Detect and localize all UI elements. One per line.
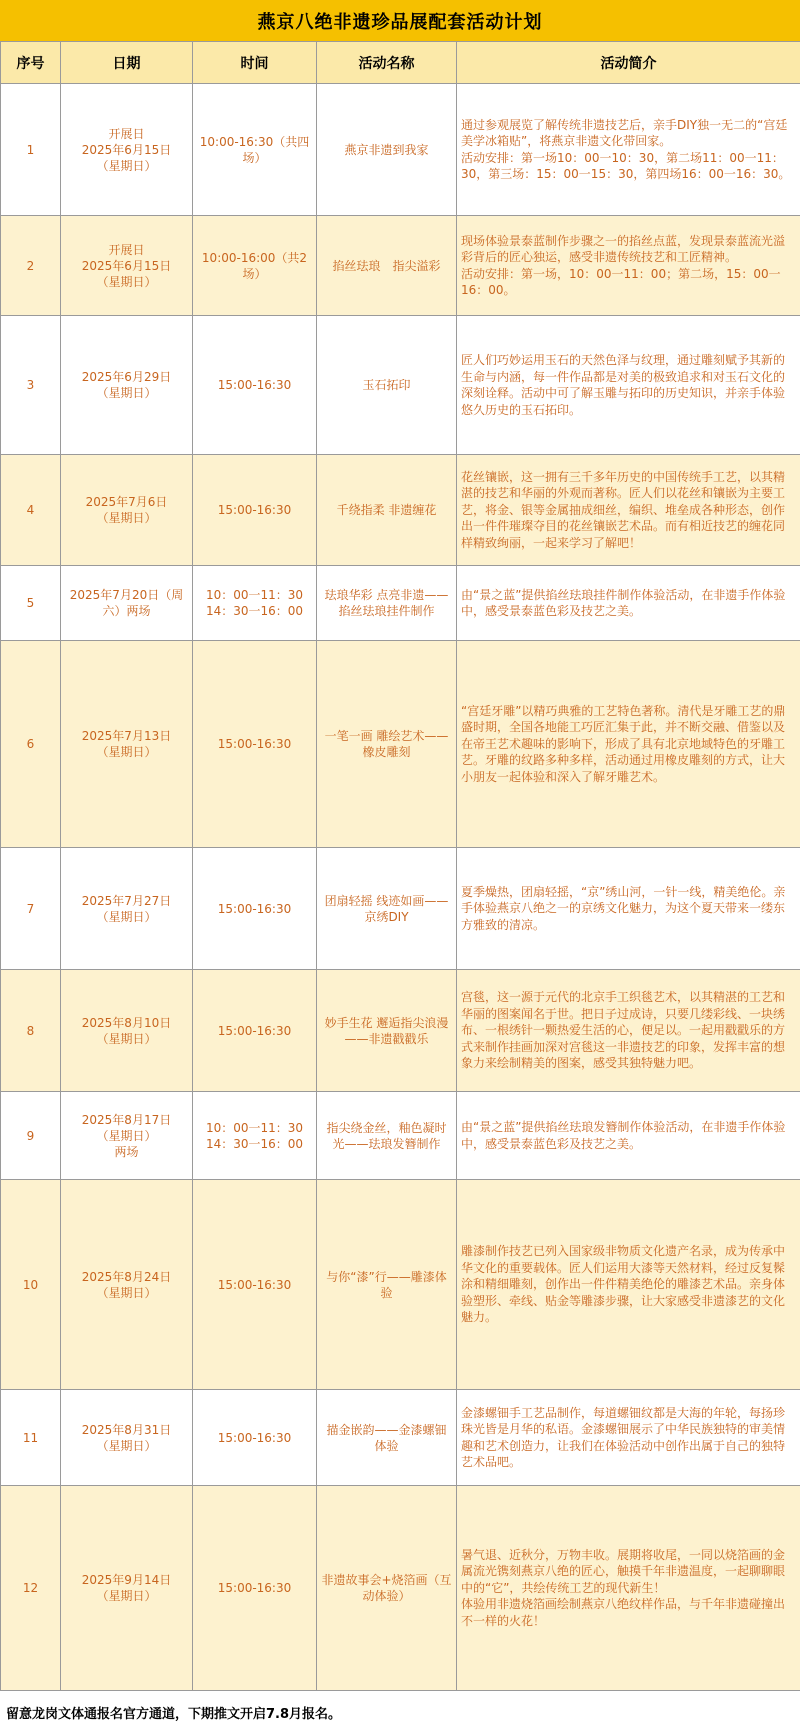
table-row xyxy=(1,1486,800,1691)
cell-no: 8 xyxy=(1,970,61,1092)
cell-date: 开展日 2025年6月15日 （星期日） xyxy=(61,84,193,216)
cell-time: 10:00-16:00（共2场） xyxy=(193,216,317,316)
cell-date: 2025年7月6日 （星期日） xyxy=(61,455,193,566)
cell-desc: 花丝镶嵌，这一拥有三千多年历史的中国传统手工艺，以其精湛的技艺和华丽的外观而著称。匠人们以花丝和镶嵌为主要工艺，将金、银等金属抽成细丝，编织、堆垒成各种形态，创作出一件件璀璨夺目的花丝镶嵌艺术品。而有相近技艺的缠花同样精致绚丽，一起来学习了解吧！ xyxy=(457,455,800,566)
header-no: 序号 xyxy=(1,42,61,84)
cell-desc: 由“景之蓝”提供掐丝珐琅发簪制作体验活动，在非遗手作体验中，感受景泰蓝色彩及技艺之美。 xyxy=(457,1092,800,1180)
header-date: 日期 xyxy=(61,42,193,84)
header-name: 活动名称 xyxy=(317,42,457,84)
cell-desc: 由“景之蓝”提供掐丝珐琅挂件制作体验活动，在非遗手作体验中，感受景泰蓝色彩及技艺之美。 xyxy=(457,566,800,641)
cell-time: 15:00-16:30 xyxy=(193,970,317,1092)
cell-no: 5 xyxy=(1,566,61,641)
table-row xyxy=(1,1092,800,1180)
table-row xyxy=(1,848,800,970)
cell-time: 15:00-16:30 xyxy=(193,1390,317,1486)
cell-no: 9 xyxy=(1,1092,61,1180)
cell-time: 15:00-16:30 xyxy=(193,455,317,566)
cell-time: 15:00-16:30 xyxy=(193,1180,317,1390)
cell-desc: 通过参观展览了解传统非遗技艺后，亲手DIY独一无二的“宫廷美学冰箱贴”，将燕京非遗文化带回家。 活动安排：第一场10：00一10：30，第二场11：00一11：30，第三场：15：00一15：30，第四场16：00一16：30。 xyxy=(457,84,800,216)
header-desc: 活动简介 xyxy=(457,42,800,84)
cell-name: 妙手生花 邂逅指尖浪漫——非遗戳戳乐 xyxy=(317,970,457,1092)
cell-no: 4 xyxy=(1,455,61,566)
cell-time: 15:00-16:30 xyxy=(193,1486,317,1691)
cell-date: 2025年8月17日 （星期日） 两场 xyxy=(61,1092,193,1180)
cell-date: 2025年8月24日 （星期日） xyxy=(61,1180,193,1390)
cell-name: 珐琅华彩 点亮非遗——掐丝珐琅挂件制作 xyxy=(317,566,457,641)
cell-time: 15:00-16:30 xyxy=(193,848,317,970)
cell-desc: 夏季燥热，团扇轻摇，“京”绣山河，一针一线，精美绝伦。亲手体验燕京八绝之一的京绣文化魅力，为这个夏天带来一缕东方雅致的清凉。 xyxy=(457,848,800,970)
activity-table xyxy=(0,41,800,1691)
cell-date: 2025年7月13日 （星期日） xyxy=(61,641,193,848)
table-row xyxy=(1,970,800,1092)
table-row xyxy=(1,566,800,641)
cell-no: 10 xyxy=(1,1180,61,1390)
table-row xyxy=(1,455,800,566)
cell-desc: 宫毯，这一源于元代的北京手工织毯艺术，以其精湛的工艺和华丽的图案闻名于世。把日子过成诗，只要几缕彩线、一块绣布、一根绣针一颗热爱生活的心，便足以。一起用戳戳乐的方式来制作挂画加深对宫毯这一非遗技艺的印象，发挥丰富的想象力来绘制精美的图案，感受其独特魅力吧。 xyxy=(457,970,800,1092)
cell-date: 2025年7月20日（周六）两场 xyxy=(61,566,193,641)
table-header-row xyxy=(1,42,800,84)
cell-date: 2025年7月27日 （星期日） xyxy=(61,848,193,970)
cell-no: 12 xyxy=(1,1486,61,1691)
cell-name: 与你“漆”行——雕漆体验 xyxy=(317,1180,457,1390)
header-time: 时间 xyxy=(193,42,317,84)
cell-name: 玉石拓印 xyxy=(317,316,457,455)
cell-time: 15:00-16:30 xyxy=(193,641,317,848)
cell-name: 描金嵌韵——金漆螺钿体验 xyxy=(317,1390,457,1486)
cell-no: 11 xyxy=(1,1390,61,1486)
cell-desc: 现场体验景泰蓝制作步骤之一的掐丝点蓝，发现景泰蓝流光溢彩背后的匠心独运，感受非遗传统技艺和工匠精神。 活动安排：第一场，10：00一11：00；第二场，15：00一16：00。 xyxy=(457,216,800,316)
cell-name: 燕京非遗到我家 xyxy=(317,84,457,216)
cell-time: 10:00-16:30（共四场） xyxy=(193,84,317,216)
cell-name: 团扇轻摇 线迹如画——京绣DIY xyxy=(317,848,457,970)
table-row xyxy=(1,1180,800,1390)
cell-no: 3 xyxy=(1,316,61,455)
cell-desc: 匠人们巧妙运用玉石的天然色泽与纹理，通过雕刻赋予其新的生命与内涵，每一件作品都是对美的极致追求和对玉石文化的深刻诠释。活动中可了解玉雕与拓印的历史知识，并亲手体验悠久历史的玉石拓印。 xyxy=(457,316,800,455)
cell-time: 15:00-16:30 xyxy=(193,316,317,455)
cell-time: 10：00一11：30 14：30一16：00 xyxy=(193,1092,317,1180)
cell-desc: “宫廷牙雕”以精巧典雅的工艺特色著称。清代是牙雕工艺的鼎盛时期，全国各地能工巧匠汇集于此，并不断交融、借鉴以及在帝王艺术趣味的影响下，形成了具有北京地域特色的牙雕工艺。牙雕的纹路多种多样，活动通过用橡皮雕刻的方式，让大小朋友一起体验和深入了解牙雕艺术。 xyxy=(457,641,800,848)
cell-time: 10：00一11：30 14：30一16：00 xyxy=(193,566,317,641)
cell-date: 2025年8月31日 （星期日） xyxy=(61,1390,193,1486)
cell-desc: 暑气退、近秋分，万物丰收。展期将收尾，一同以烧箔画的金属流光镌刻燕京八绝的匠心，触摸千年非遗温度，一起聊聊眼中的“它”，共绘传统工艺的现代新生！ 体验用非遗烧箔画绘制燕京八绝纹样作品，与千年非遗碰撞出不一样的火花！ xyxy=(457,1486,800,1691)
cell-desc: 金漆螺钿手工艺品制作，每道螺钿纹都是大海的年轮，每扬珍珠光皆是月华的私语。金漆螺钿展示了中华民族独特的审美情趣和艺术创造力，让我们在体验活动中创作出属于自己的独特艺术品吧。 xyxy=(457,1390,800,1486)
cell-name: 指尖绕金丝，釉色凝时光——珐琅发簪制作 xyxy=(317,1092,457,1180)
footer-note: 留意龙岗文体通报名官方通道，下期推文开启7.8月报名。 xyxy=(0,1690,800,1733)
cell-date: 2025年8月10日 （星期日） xyxy=(61,970,193,1092)
cell-date: 2025年9月14日 （星期日） xyxy=(61,1486,193,1691)
cell-date: 2025年6月29日 （星期日） xyxy=(61,316,193,455)
cell-name: 千绕指柔 非遗缠花 xyxy=(317,455,457,566)
table-row xyxy=(1,641,800,848)
cell-date: 开展日 2025年6月15日 （星期日） xyxy=(61,216,193,316)
table-row xyxy=(1,216,800,316)
cell-name: 非遗故事会+烧箔画（互动体验） xyxy=(317,1486,457,1691)
cell-no: 1 xyxy=(1,84,61,216)
cell-name: 掐丝珐琅 指尖溢彩 xyxy=(317,216,457,316)
cell-desc: 雕漆制作技艺已列入国家级非物质文化遗产名录，成为传承中华文化的重要载体。匠人们运用大漆等天然材料，经过反复髹涂和精细雕刻，创作出一件件精美绝伦的雕漆艺术品。亲身体验塑形、牵线、贴金等雕漆步骤，让大家感受非遗漆艺的文化魅力。 xyxy=(457,1180,800,1390)
cell-no: 2 xyxy=(1,216,61,316)
table-row xyxy=(1,84,800,216)
cell-name: 一笔一画 雕绘艺术——橡皮雕刻 xyxy=(317,641,457,848)
cell-no: 7 xyxy=(1,848,61,970)
table-row xyxy=(1,1390,800,1486)
page-title: 燕京八绝非遗珍品展配套活动计划 xyxy=(0,0,800,42)
table-row xyxy=(1,316,800,455)
cell-no: 6 xyxy=(1,641,61,848)
